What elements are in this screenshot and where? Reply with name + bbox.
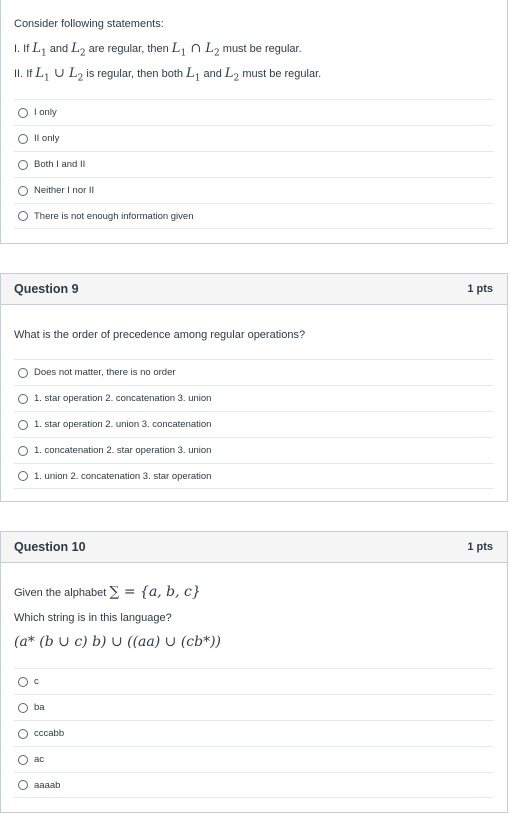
question-8-intro: Consider following statements: bbox=[14, 18, 164, 30]
question-8-statement-1 bbox=[14, 41, 302, 59]
radio-button[interactable] bbox=[18, 471, 28, 481]
answer-label: There is not enough information given bbox=[34, 210, 194, 222]
math-intersection: $L_1$ ∩ $L_2$ bbox=[171, 41, 220, 59]
question-header bbox=[1, 532, 507, 563]
radio-button[interactable] bbox=[18, 780, 28, 790]
answer-label: ac bbox=[34, 754, 45, 765]
answer-option[interactable] bbox=[14, 151, 493, 177]
answer-option[interactable] bbox=[14, 203, 493, 229]
answer-option[interactable] bbox=[14, 411, 493, 437]
answer-label: ba bbox=[34, 702, 45, 713]
answer-label: 1. star operation 2. concatenation 3. union bbox=[34, 393, 212, 404]
question-prompt: What is the order of precedence among regular operations? bbox=[14, 329, 306, 341]
answer-label: cccabb bbox=[34, 728, 65, 739]
statement-2-mid: is regular, then both bbox=[83, 68, 187, 80]
answer-option[interactable] bbox=[14, 668, 493, 694]
radio-button[interactable] bbox=[18, 729, 28, 739]
radio-button[interactable] bbox=[18, 368, 28, 378]
answer-option[interactable] bbox=[14, 463, 493, 489]
math-L2: $L_2$ bbox=[224, 66, 240, 84]
question-9-card bbox=[0, 273, 508, 502]
statement-1-mid: are regular, then bbox=[85, 43, 172, 55]
answer-label: I only bbox=[34, 107, 57, 118]
radio-button[interactable] bbox=[18, 703, 28, 713]
regex-math: (a* (b ∪ c) b) ∪ ((aa) ∪ (cb*)) bbox=[14, 634, 222, 650]
question-9-answers bbox=[14, 359, 493, 489]
question-subprompt: Which string is in this language? bbox=[14, 612, 172, 624]
answer-label: c bbox=[34, 676, 39, 687]
answer-label: aaaab bbox=[34, 779, 61, 791]
radio-button[interactable] bbox=[18, 108, 28, 118]
answer-label: Does not matter, there is no order bbox=[34, 367, 176, 378]
answer-label: Both I and II bbox=[34, 159, 86, 170]
statement-2-and: and bbox=[200, 68, 225, 80]
radio-button[interactable] bbox=[18, 186, 28, 196]
radio-button[interactable] bbox=[18, 394, 28, 404]
radio-button[interactable] bbox=[18, 446, 28, 456]
answer-option[interactable] bbox=[14, 437, 493, 463]
math-L1: $L_1$ bbox=[32, 41, 47, 59]
answer-option[interactable] bbox=[14, 385, 493, 411]
answer-label: II only bbox=[34, 133, 60, 144]
answer-option[interactable] bbox=[14, 720, 493, 746]
answer-option[interactable] bbox=[14, 694, 493, 720]
radio-button[interactable] bbox=[18, 420, 28, 430]
radio-button[interactable] bbox=[18, 160, 28, 170]
answer-option[interactable] bbox=[14, 772, 493, 798]
statement-2-prefix: II. If bbox=[14, 68, 36, 80]
answer-label: 1. union 2. concatenation 3. star operation bbox=[34, 470, 212, 482]
radio-button[interactable] bbox=[18, 134, 28, 144]
question-title: Question 10 bbox=[14, 540, 86, 554]
answer-option[interactable] bbox=[14, 125, 493, 151]
question-points: 1 pts bbox=[467, 283, 493, 295]
question-title: Question 9 bbox=[14, 282, 79, 296]
alphabet-math: ∑ = {a, b, c} bbox=[109, 584, 201, 600]
radio-button[interactable] bbox=[18, 677, 28, 687]
question-8-statement-2 bbox=[14, 66, 321, 84]
answer-option[interactable] bbox=[14, 359, 493, 385]
statement-2-suffix: must be regular. bbox=[239, 68, 322, 80]
statement-1-prefix: I. If bbox=[14, 43, 33, 55]
math-L2: $L_2$ bbox=[71, 41, 86, 59]
answer-option[interactable] bbox=[14, 746, 493, 772]
question-8-answers bbox=[14, 99, 493, 229]
answer-option[interactable] bbox=[14, 177, 493, 203]
answer-label: Neither I nor II bbox=[34, 185, 95, 196]
statement-1-and: and bbox=[46, 43, 72, 55]
question-10-card bbox=[0, 531, 508, 813]
answer-label: 1. concatenation 2. star operation 3. union bbox=[34, 445, 212, 456]
question-points: 1 pts bbox=[467, 541, 493, 553]
question-header bbox=[1, 274, 507, 305]
radio-button[interactable] bbox=[18, 755, 28, 765]
prompt-prefix: Given the alphabet bbox=[14, 587, 110, 599]
statement-1-suffix: must be regular. bbox=[219, 43, 302, 55]
math-union: $L_1$ ∪ $L_2$ bbox=[35, 66, 84, 84]
answer-option[interactable] bbox=[14, 99, 493, 125]
answer-label: 1. star operation 2. union 3. concatenation bbox=[34, 419, 212, 430]
question-10-answers bbox=[14, 668, 493, 798]
radio-button[interactable] bbox=[18, 211, 28, 221]
question-prompt bbox=[14, 584, 201, 600]
math-L1: $L_1$ bbox=[186, 66, 201, 84]
question-8-card bbox=[0, 0, 508, 244]
